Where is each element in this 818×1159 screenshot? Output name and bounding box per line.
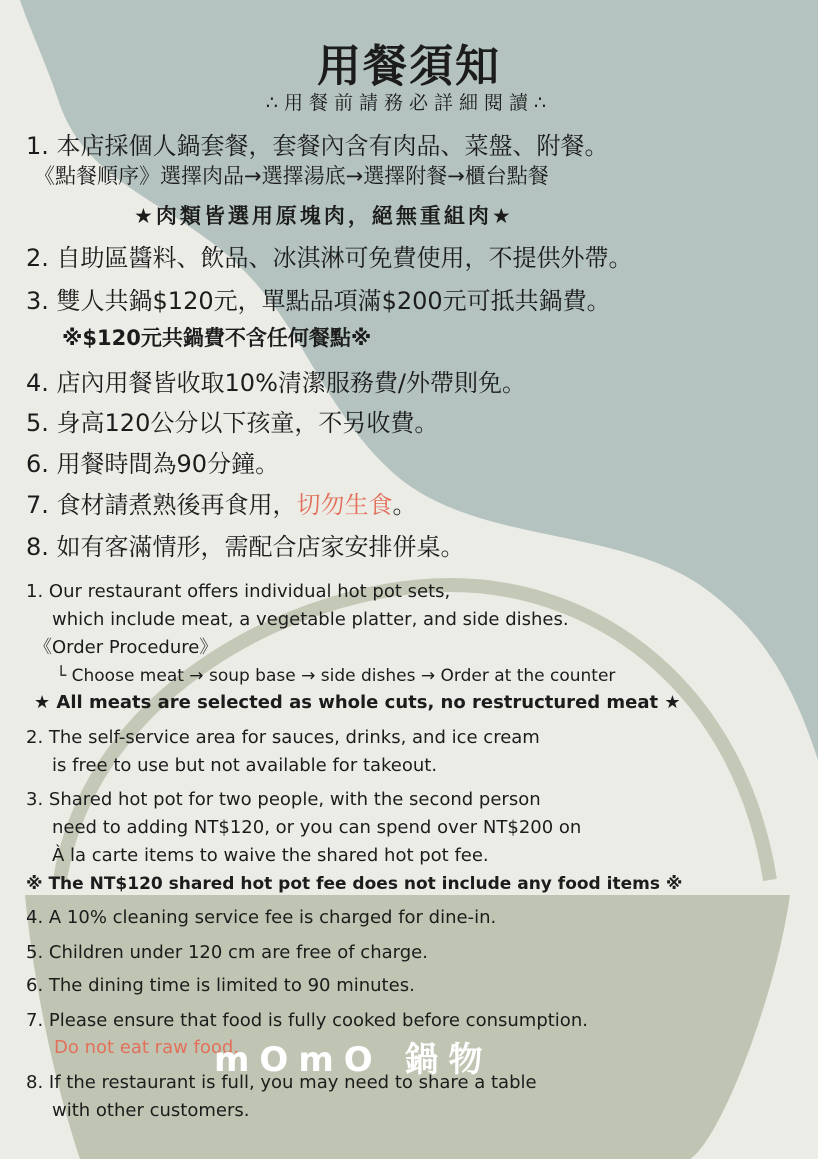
zh-order-procedure: 《點餐順序》選擇肉品→選擇湯底→選擇附餐→櫃台點餐: [34, 164, 549, 188]
zh-rule-7-end: 。: [392, 491, 417, 519]
zh-raw-warning: 切勿生食: [296, 491, 393, 519]
en-rule-3-line-1: 3. Shared hot pot for two people, with the second person: [26, 789, 541, 810]
en-order-procedure: └ Choose meat → soup base → side dishes → Order at the counter: [56, 666, 616, 686]
zh-rule-7-text: 7. 食材請煮熟後再食用，: [26, 491, 297, 519]
en-rule-6: 6. The dining time is limited to 90 minutes.: [26, 975, 415, 996]
en-rule-1-line-2: which include meat, a vegetable platter, and side dishes.: [52, 609, 569, 630]
en-meat-note: ★ All meats are selected as whole cuts, no restructured meat ★: [34, 692, 681, 713]
zh-rule-6: 6. 用餐時間為90分鐘。: [26, 450, 280, 478]
zh-rule-8: 8. 如有客滿情形，需配合店家安排併桌。: [26, 533, 465, 561]
en-rule-2-line-2: is free to use but not available for takeout.: [52, 755, 438, 776]
en-rule-8-line-2: with other customers.: [52, 1100, 250, 1121]
page-title: 用餐須知: [317, 41, 501, 92]
page-subtitle: ∴用餐前請務必詳細閱讀∴: [265, 92, 553, 114]
en-fee-note: ※ The NT$120 shared hot pot fee does not include any food items ※: [26, 874, 683, 894]
en-rule-3-line-3: À la carte items to waive the shared hot pot fee.: [52, 845, 489, 866]
momo-logo: mOmO 鍋物: [214, 1040, 493, 1080]
zh-fee-note: ※$120元共鍋費不含任何餐點※: [62, 326, 372, 350]
en-raw-warning: Do not eat raw food.: [54, 1037, 240, 1058]
en-order-procedure-title: 《Order Procedure》: [34, 637, 218, 658]
zh-rule-5: 5. 身高120公分以下孩童，不另收費。: [26, 409, 439, 437]
zh-rule-7: [26, 485, 417, 520]
en-rule-2-line-1: 2. The self-service area for sauces, drinks, and ice cream: [26, 727, 540, 748]
en-rule-5: 5. Children under 120 cm are free of charge.: [26, 942, 428, 963]
en-rule-4: 4. A 10% cleaning service fee is charged for dine-in.: [26, 907, 497, 928]
zh-rule-2: 2. 自助區醬料、飲品、冰淇淋可免費使用，不提供外帶。: [26, 244, 633, 272]
en-rule-1-line-1: 1. Our restaurant offers individual hot pot sets,: [26, 581, 451, 602]
en-rule-7: 7. Please ensure that food is fully cooked before consumption.: [26, 1010, 588, 1031]
zh-meat-note: ★肉類皆選用原塊肉，絕無重組肉★: [134, 204, 514, 228]
zh-rule-3: 3. 雙人共鍋$120元，單點品項滿$200元可抵共鍋費。: [26, 287, 611, 315]
en-rule-8-line-1: 8. If the restaurant is full, you may need to share a table: [26, 1072, 537, 1093]
en-rule-3-line-2: need to adding NT$120, or you can spend over NT$200 on: [52, 817, 582, 838]
zh-rule-4: 4. 店內用餐皆收取10%清潔服務費/外帶則免。: [26, 369, 526, 397]
zh-rule-1: 1. 本店採個人鍋套餐，套餐內含有肉品、菜盤、附餐。: [26, 132, 609, 160]
